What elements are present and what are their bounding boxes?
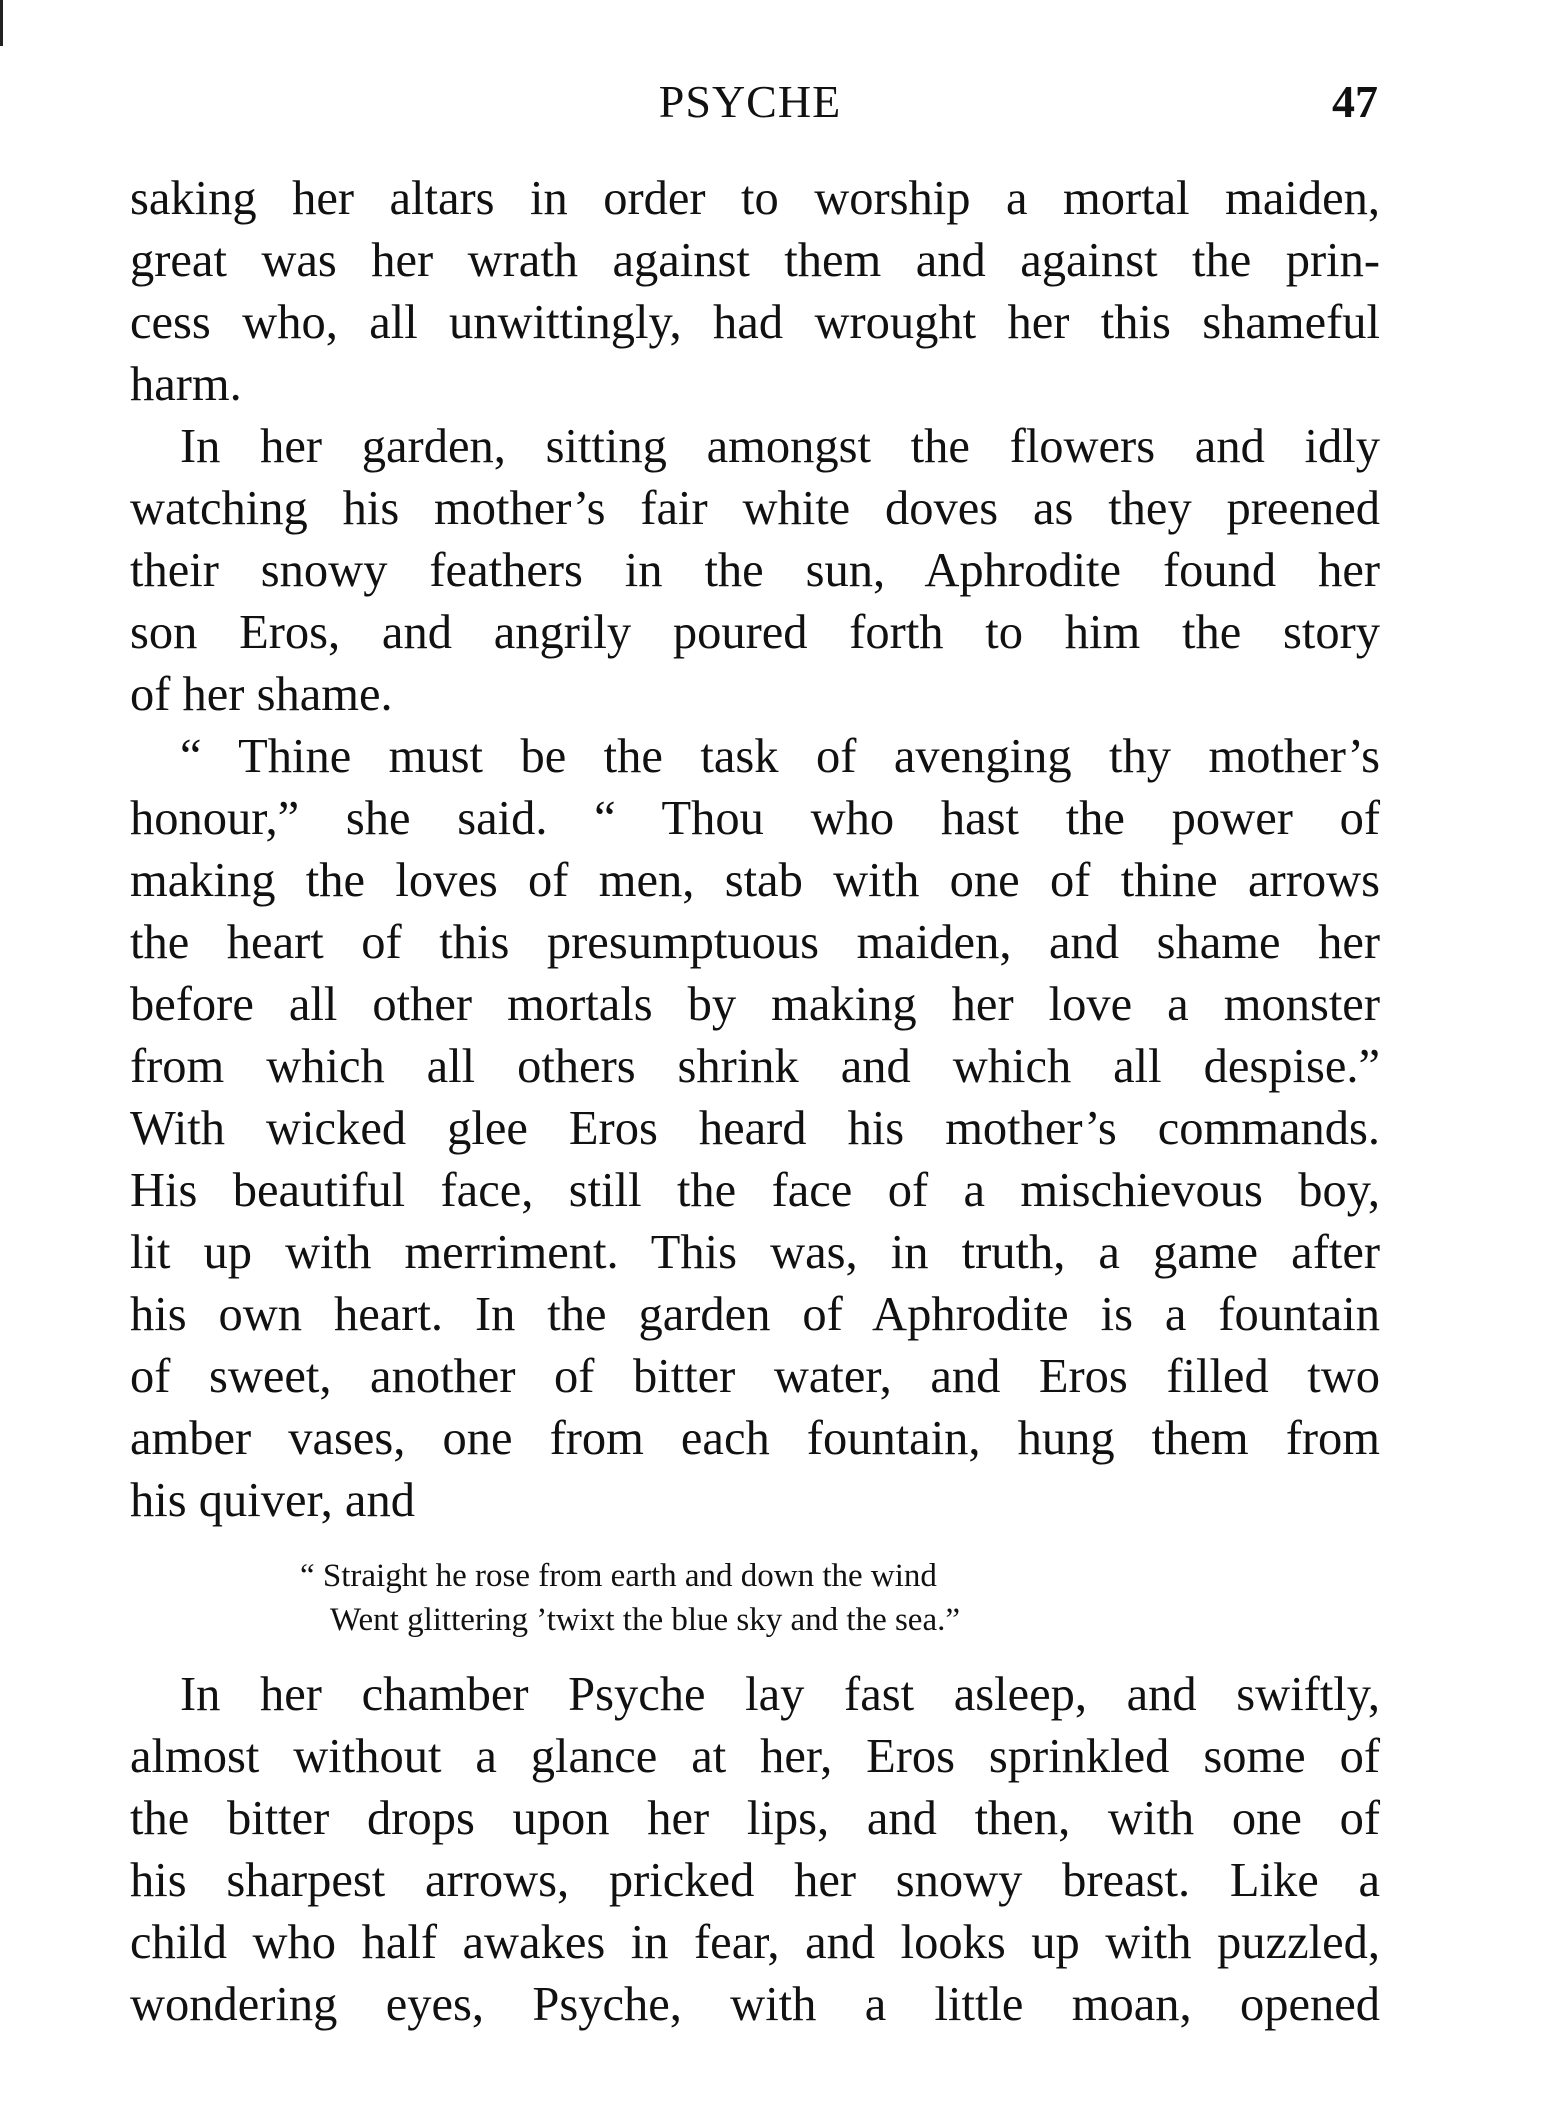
text-line: of sweet, another of bitter water, and Eros filled two <box>130 1350 1380 1403</box>
text-line: cess who, all unwittingly, had wrought her this shameful <box>130 296 1380 349</box>
text-line: his own heart. In the garden of Aphrodite is a fountain <box>130 1288 1380 1341</box>
text-line: lit up with merriment. This was, in truth, a game after <box>130 1226 1380 1279</box>
text-line: harm. <box>130 358 242 411</box>
text-line: the bitter drops upon her lips, and then, with one of <box>130 1792 1380 1845</box>
text-line: “ Thine must be the task of avenging thy mother’s <box>180 730 1380 783</box>
text-line: wondering eyes, Psyche, with a little moan, opened <box>130 1978 1380 2031</box>
text-line: watching his mother’s fair white doves as they preened <box>130 482 1380 535</box>
text-line: of her shame. <box>130 668 393 721</box>
text-block-2 <box>130 1664 1380 2036</box>
verse-line: “ Straight he rose from earth and down the wind <box>300 1558 937 1594</box>
text-line: before all other mortals by making her love a monster <box>130 978 1380 1031</box>
page-body <box>130 168 1380 2036</box>
text-line: With wicked glee Eros heard his mother’s commands. <box>130 1102 1380 1155</box>
verse-quote <box>300 1554 1380 1642</box>
text-line: the heart of this presumptuous maiden, and shame her <box>130 916 1380 969</box>
text-line: son Eros, and angrily poured forth to him the story <box>130 606 1380 659</box>
chapter-title: PSYCHE <box>658 76 842 127</box>
text-line: almost without a glance at her, Eros sprinkled some of <box>130 1730 1380 1783</box>
verse-line: Went glittering ’twixt the blue sky and the sea.” <box>330 1602 960 1638</box>
text-line: from which all others shrink and which all despise.” <box>130 1040 1380 1093</box>
scan-edge-mark <box>0 0 3 46</box>
text-line: his sharpest arrows, pricked her snowy breast. Like a <box>130 1854 1380 1907</box>
text-line: amber vases, one from each fountain, hung them from <box>130 1412 1380 1465</box>
page-number: 47 <box>1332 76 1378 127</box>
text-line: His beautiful face, still the face of a mischievous boy, <box>130 1164 1380 1217</box>
text-line: child who half awakes in fear, and looks up with puzzled, <box>130 1916 1380 1969</box>
text-line: saking her altars in order to worship a mortal maiden, <box>130 172 1380 225</box>
text-line: honour,” she said. “ Thou who hast the power of <box>130 792 1380 845</box>
text-line: making the loves of men, stab with one of thine arrows <box>130 854 1380 907</box>
running-header <box>0 72 1562 132</box>
text-line: In her chamber Psyche lay fast asleep, and swiftly, <box>180 1668 1380 1721</box>
text-line: his quiver, and <box>130 1474 415 1527</box>
text-line: In her garden, sitting amongst the flowers and idly <box>180 420 1380 473</box>
text-line: their snowy feathers in the sun, Aphrodite found her <box>130 544 1380 597</box>
text-block-1 <box>130 168 1380 1532</box>
text-line: great was her wrath against them and against the prin- <box>130 234 1380 287</box>
